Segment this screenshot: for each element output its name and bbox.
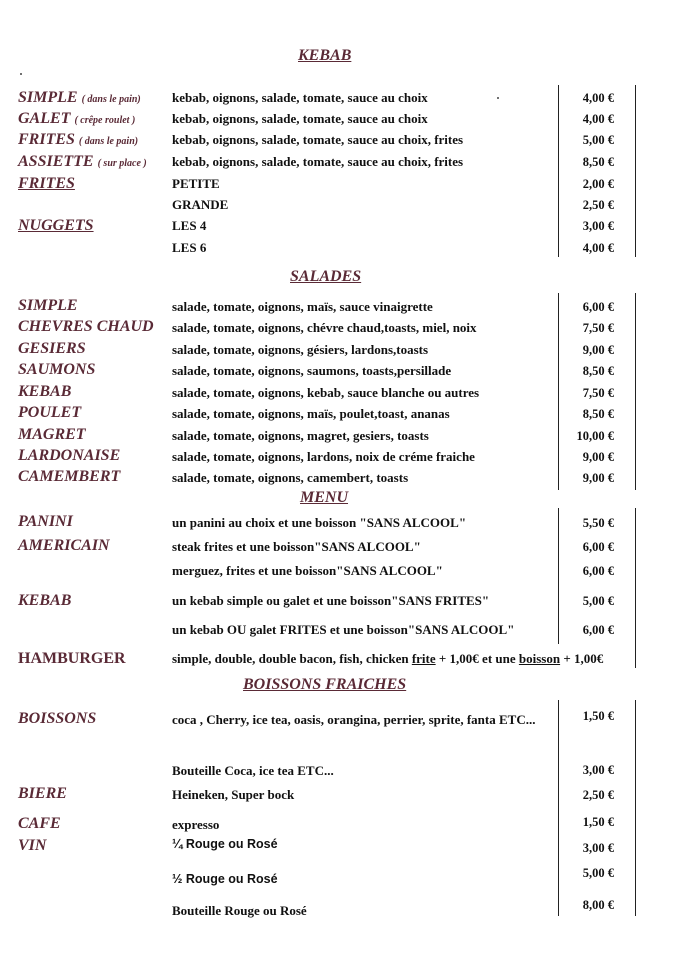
menu-item-price: 8,00 € <box>582 898 614 912</box>
menu-item-name: AMERICAIN <box>18 537 110 554</box>
menu-item-price: 4,00 € <box>582 241 614 255</box>
menu-item-name: POULET <box>18 404 82 421</box>
menu-item-desc: kebab, oignons, salade, tomate, sauce au choix <box>172 90 428 105</box>
price-divider-right <box>635 700 636 916</box>
menu-item-desc: expresso <box>172 817 220 832</box>
section-title-salades: SALADES <box>290 268 362 285</box>
menu-item-name: KEBAB <box>18 383 72 400</box>
menu-item-price: 2,50 € <box>582 788 614 802</box>
menu-item-price: 6,00 € <box>582 564 614 578</box>
price-divider-right <box>635 293 636 490</box>
menu-item-name: SIMPLE ( dans le pain) <box>18 89 141 106</box>
menu-item-price: 6,00 € <box>582 540 614 554</box>
price-divider-left <box>558 508 559 644</box>
speck <box>20 73 22 75</box>
menu-item-desc: kebab, oignons, salade, tomate, sauce au choix, frites <box>172 132 464 147</box>
menu-item-name: HAMBURGER <box>18 650 126 667</box>
menu-item-price: 10,00 € <box>576 429 614 443</box>
menu-item-name: SAUMONS <box>18 361 96 378</box>
menu-item-price: 8,50 € <box>582 364 614 378</box>
menu-item-price: 5,00 € <box>582 866 614 880</box>
menu-item-name: LARDONAISE <box>18 447 121 464</box>
menu-item-desc: salade, tomate, oignons, kebab, sauce blanche ou autres <box>172 385 480 400</box>
menu-item-price: 2,50 € <box>582 198 614 212</box>
menu-item-price: 6,00 € <box>582 300 614 314</box>
menu-item-desc: coca , Cherry, ice tea, oasis, orangina, perrier, sprite, fanta ETC... <box>172 712 536 727</box>
menu-item-desc: un kebab simple ou galet et une boisson"SANS FRITES" <box>172 593 490 608</box>
menu-item-desc: LES 4 <box>172 218 207 233</box>
speck <box>497 97 499 99</box>
menu-item-desc: Bouteille Coca, ice tea ETC... <box>172 763 334 778</box>
price-divider-left <box>558 85 559 257</box>
menu-item-price: 2,00 € <box>582 177 614 191</box>
menu-item-desc: salade, tomate, oignons, camembert, toasts <box>172 470 409 485</box>
menu-item-desc: merguez, frites et une boisson"SANS ALCOOL" <box>172 563 443 578</box>
menu-item-name: PANINI <box>18 513 73 530</box>
menu-item-desc: PETITE <box>172 176 220 191</box>
menu-item-desc: salade, tomate, oignons, chévre chaud,toasts, miel, noix <box>172 320 477 335</box>
menu-item-desc: salade, tomate, oignons, magret, gesiers, toasts <box>172 428 429 443</box>
price-divider-left <box>558 700 559 916</box>
menu-item-name: GALET ( crêpe roulet ) <box>18 110 136 127</box>
menu-item-desc: ¼ Rouge ou Rosé <box>172 837 278 851</box>
menu-item-price: 3,00 € <box>582 219 614 233</box>
menu-item-name: CAFE <box>18 815 61 832</box>
menu-item-desc: ½ Rouge ou Rosé <box>172 872 278 886</box>
menu-item-desc: kebab, oignons, salade, tomate, sauce au choix <box>172 111 428 126</box>
menu-item-name: CAMEMBERT <box>18 468 121 485</box>
menu-item-price: 8,50 € <box>582 407 614 421</box>
menu-item-price: 5,00 € <box>582 594 614 608</box>
menu-item-name: ASSIETTE ( sur place ) <box>18 153 147 170</box>
menu-item-desc: Bouteille Rouge ou Rosé <box>172 903 307 918</box>
menu-item-desc: un panini au choix et une boisson "SANS ALCOOL" <box>172 515 467 530</box>
menu-item-name: GESIERS <box>18 340 86 357</box>
menu-item-price: 7,50 € <box>582 321 614 335</box>
price-divider-right <box>635 508 636 668</box>
menu-item-name: KEBAB <box>18 592 72 609</box>
menu-item-price: 1,50 € <box>582 815 614 829</box>
menu-item-price: 1,50 € <box>582 709 614 723</box>
menu-item-desc: Heineken, Super bock <box>172 787 295 802</box>
menu-item-name: NUGGETS <box>18 217 94 234</box>
menu-item-desc: GRANDE <box>172 197 229 212</box>
menu-item-name: VIN <box>18 837 47 854</box>
menu-item-desc: un kebab OU galet FRITES et une boisson"SANS ALCOOL" <box>172 622 515 637</box>
menu-item-desc: salade, tomate, oignons, lardons, noix de créme fraiche <box>172 449 475 464</box>
menu-item-price: 5,50 € <box>582 516 614 530</box>
section-title-boissons: BOISSONS FRAICHES <box>243 676 407 693</box>
menu-item-price: 5,00 € <box>582 133 614 147</box>
menu-item-desc: LES 6 <box>172 240 207 255</box>
menu-item-name: BIERE <box>18 785 67 802</box>
menu-item-name: FRITES ( dans le pain) <box>18 131 139 148</box>
price-divider-left <box>558 293 559 490</box>
menu-item-price: 9,00 € <box>582 450 614 464</box>
menu-item-price: 4,00 € <box>582 91 614 105</box>
menu-item-name: SIMPLE <box>18 297 78 314</box>
menu-item-price: 9,00 € <box>582 471 614 485</box>
menu-item-price: 9,00 € <box>582 343 614 357</box>
menu-item-price: 8,50 € <box>582 155 614 169</box>
price-divider-right <box>635 85 636 257</box>
menu-item-name: FRITES <box>18 175 75 192</box>
section-title-menu: MENU <box>300 489 349 506</box>
menu-item-desc: kebab, oignons, salade, tomate, sauce au choix, frites <box>172 154 464 169</box>
menu-item-name: MAGRET <box>18 426 86 443</box>
menu-item-desc: salade, tomate, oignons, maïs, poulet,toast, ananas <box>172 406 450 421</box>
menu-item-price: 7,50 € <box>582 386 614 400</box>
menu-item-desc: salade, tomate, oignons, gésiers, lardons,toasts <box>172 342 429 357</box>
menu-item-price: 3,00 € <box>582 763 614 777</box>
menu-item-price: 6,00 € <box>582 623 614 637</box>
section-title-kebab: KEBAB <box>298 47 352 64</box>
menu-item-desc: salade, tomate, oignons, maïs, sauce vinaigrette <box>172 299 433 314</box>
menu-item-name: CHEVRES CHAUD <box>18 318 154 335</box>
menu-item-price: 4,00 € <box>582 112 614 126</box>
menu-item-desc: steak frites et une boisson"SANS ALCOOL" <box>172 539 421 554</box>
menu-item-desc: salade, tomate, oignons, saumons, toasts,persillade <box>172 363 452 378</box>
hamburger-desc: simple, double, double bacon, fish, chicken frite + 1,00€ et une boisson + 1,00€ <box>172 651 604 666</box>
menu-item-name: BOISSONS <box>18 710 97 727</box>
menu-item-price: 3,00 € <box>582 841 614 855</box>
